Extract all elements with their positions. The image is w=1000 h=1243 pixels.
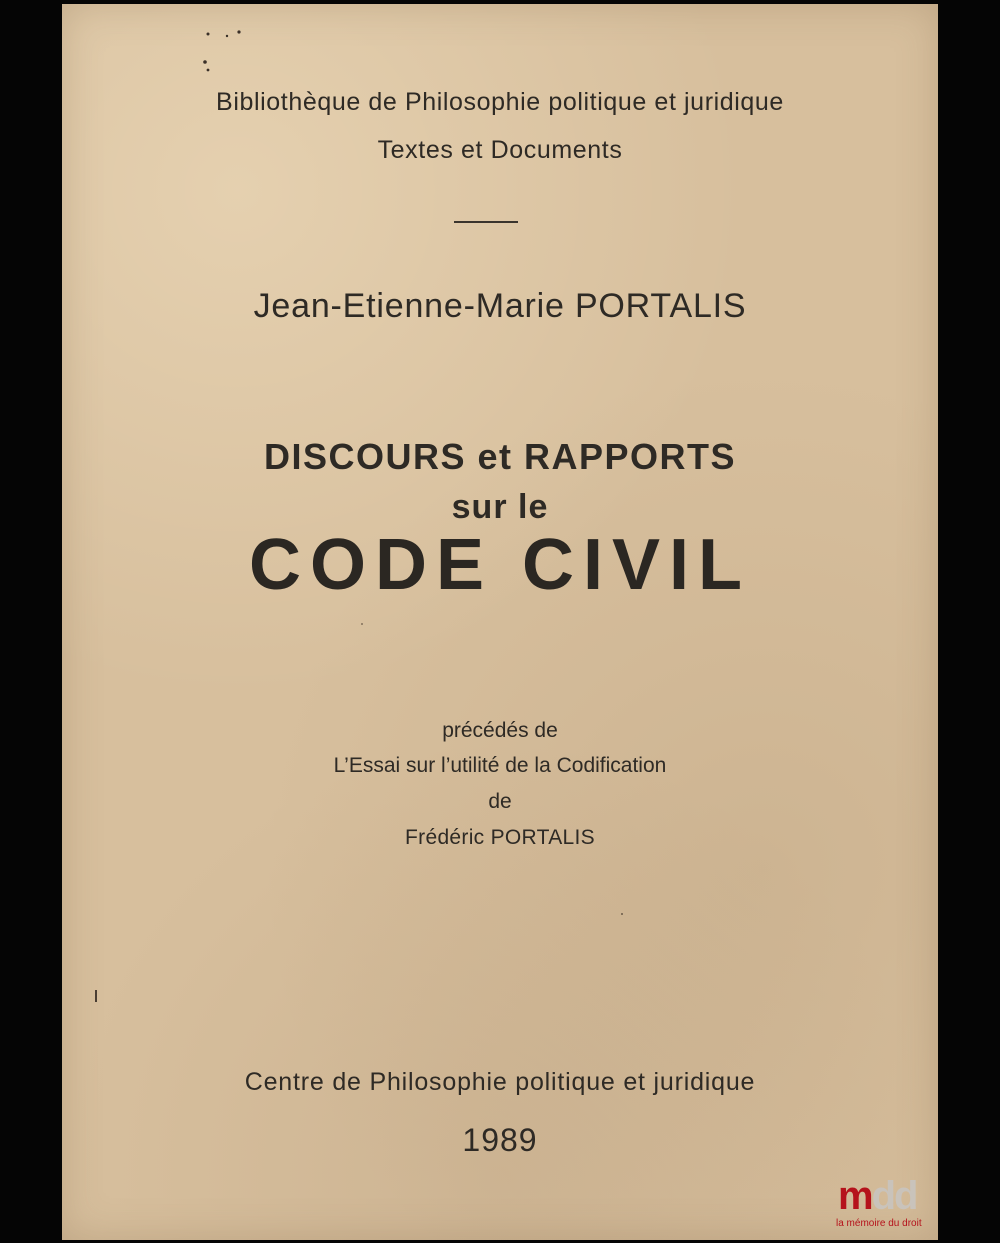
mdd-logo-mark: mdd: [838, 1174, 917, 1218]
mdd-logo: [838, 1176, 934, 1238]
series-subtitle: Textes et Documents: [377, 136, 623, 164]
preface-line-4: Frédéric PORTALIS: [405, 826, 595, 849]
book-cover: [62, 4, 938, 1240]
book-title-line-3: CODE CIVIL: [248, 525, 752, 605]
book-title-line-1: DISCOURS et RAPPORTS: [263, 436, 737, 477]
preface-line-3: de: [488, 790, 512, 813]
publisher-name: Centre de Philosophie politique et juridique: [244, 1068, 756, 1096]
book-title-line-2: sur le: [451, 488, 549, 526]
publication-year: 1989: [462, 1122, 538, 1158]
series-title: Bibliothèque de Philosophie politique et juridique: [216, 88, 784, 116]
mdd-logo-tagline: la mémoire du droit: [836, 1218, 922, 1229]
preface-line-1: précédés de: [442, 719, 558, 742]
author-name: Jean-Etienne-Marie PORTALIS: [253, 287, 747, 325]
title-divider: [454, 221, 518, 223]
preface-line-2: L’Essai sur l’utilité de la Codification: [333, 754, 667, 777]
